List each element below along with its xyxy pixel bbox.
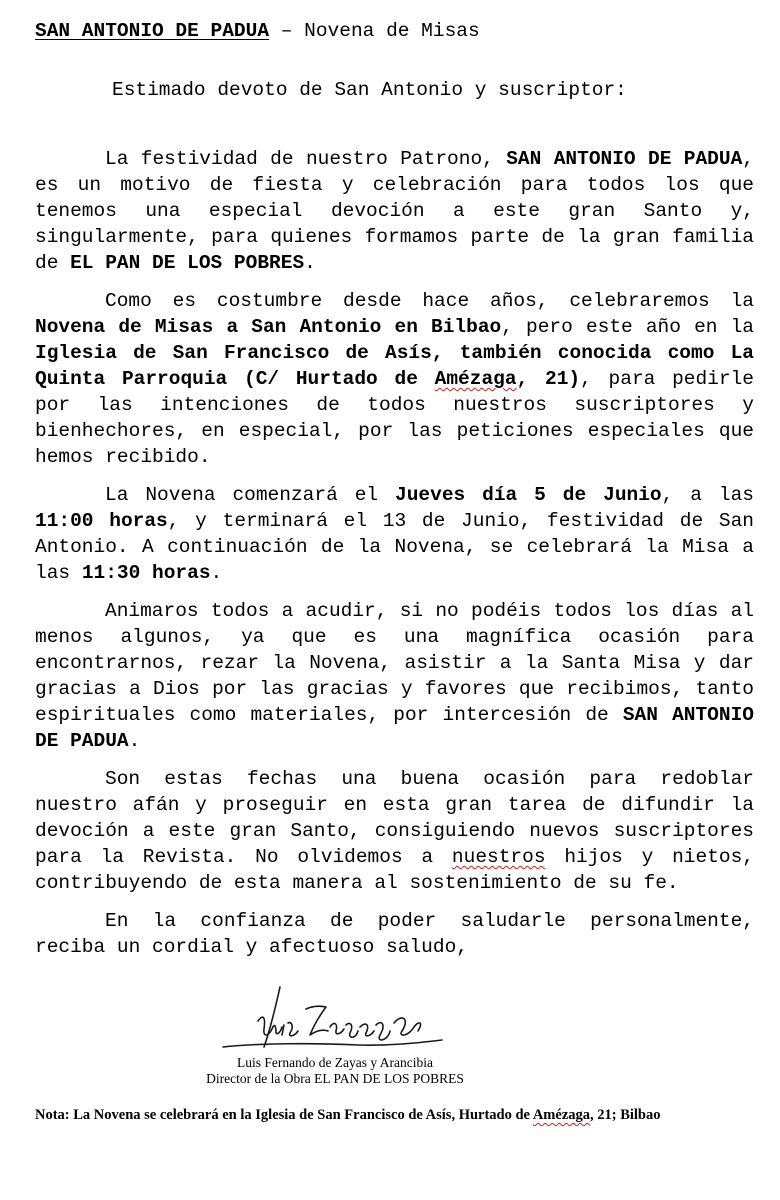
text: Como es costumbre desde hace años, celebraremos la: [105, 290, 754, 312]
bold-text: , 21): [516, 368, 581, 390]
letter-header: [35, 20, 480, 42]
text: , a las: [661, 484, 754, 506]
paragraph-1: [35, 146, 754, 276]
text: , 21; Bilbao: [590, 1107, 661, 1123]
text: Son estas fechas una buena ocasión para redoblar nuestro afán y proseguir en esta gran tarea de difundir la devoción a este gran Santo, consiguiendo nuevos suscriptores para la Revista. No olvidemos a: [35, 768, 754, 868]
letter-subtitle: Novena de Misas: [304, 20, 480, 42]
text: , es un motivo de fiesta y celebración para todos los que tenemos una especial devoción a este gran Santo y, singularmente, para quienes formamos parte de la gran familia de: [35, 148, 754, 274]
bold-text: 11:00 horas: [35, 510, 168, 532]
text: La Novena comenzará el: [105, 484, 396, 506]
text: La festividad de nuestro Patrono,: [105, 148, 507, 170]
bold-text: SAN ANTONIO DE PADUA: [506, 148, 743, 170]
title-separator: –: [269, 20, 305, 42]
paragraph-6: [35, 908, 754, 960]
spellcheck-word: Amézaga: [434, 368, 517, 390]
letter-body: [35, 146, 754, 972]
spellcheck-word: Amézaga: [532, 1107, 590, 1123]
text: Nota: La Novena se celebrará en la Iglesia de San Francisco de Asís, Hurtado de: [35, 1107, 533, 1123]
bold-text: Iglesia de San Francisco de Asís, también conocida como La Quinta Parroquia (C/ Hurtado de: [35, 342, 754, 390]
bold-text: EL PAN DE LOS POBRES: [70, 252, 305, 274]
paragraph-3: [35, 482, 754, 586]
signer-role: Director de la Obra EL PAN DE LOS POBRES: [206, 1071, 464, 1086]
signer-name: Luis Fernando de Zayas y Arancibia: [236, 1055, 434, 1070]
text: , pero este año en la: [501, 316, 754, 338]
text: , para pedirle por las intenciones de todos nuestros suscriptores y bienhechores, en especial, por las peticiones especiales que hemos recibido.: [35, 368, 755, 468]
paragraph-4: [35, 598, 754, 754]
bold-text: Novena de Misas a San Antonio en Bilbao: [35, 316, 502, 338]
text: hijos y nietos, contribuyendo de esta manera al sostenimiento de su fe.: [35, 846, 755, 894]
paragraph-5: [35, 766, 754, 896]
paragraph-2: [35, 288, 754, 470]
letter-title: SAN ANTONIO DE PADUA: [35, 20, 270, 42]
text: .: [304, 252, 316, 274]
text: .: [128, 730, 141, 752]
text: En la confianza de poder saludarle personalmente, reciba un cordial y afectuoso saludo,: [35, 910, 754, 958]
handwritten-signature: [218, 985, 448, 1057]
text: , y terminará el 13 de Junio, festividad de San Antonio. A continuación de la Novena, se celebrará la Misa a las: [35, 510, 754, 584]
bold-text: Jueves día 5 de Junio: [395, 484, 662, 506]
bold-text: SAN ANTONIO DE PADUA: [35, 704, 754, 752]
text: .: [210, 562, 223, 584]
signature-block: [160, 1055, 510, 1087]
greeting: Estimado devoto de San Antonio y suscriptor:: [112, 79, 627, 101]
spellcheck-word: nuestros: [451, 846, 546, 868]
text: Animaros todos a acudir, si no podéis todos los días al menos algunos, ya que es una magnífica ocasión para encontrarnos, rezar la Novena, asistir a la Santa Misa y dar gracias a Dios por las gracias y favores que recibimos, tanto espirituales como materiales, por intercesión de: [35, 600, 754, 726]
footer-note: [35, 1107, 661, 1124]
bold-text: 11:30 horas: [81, 562, 211, 584]
